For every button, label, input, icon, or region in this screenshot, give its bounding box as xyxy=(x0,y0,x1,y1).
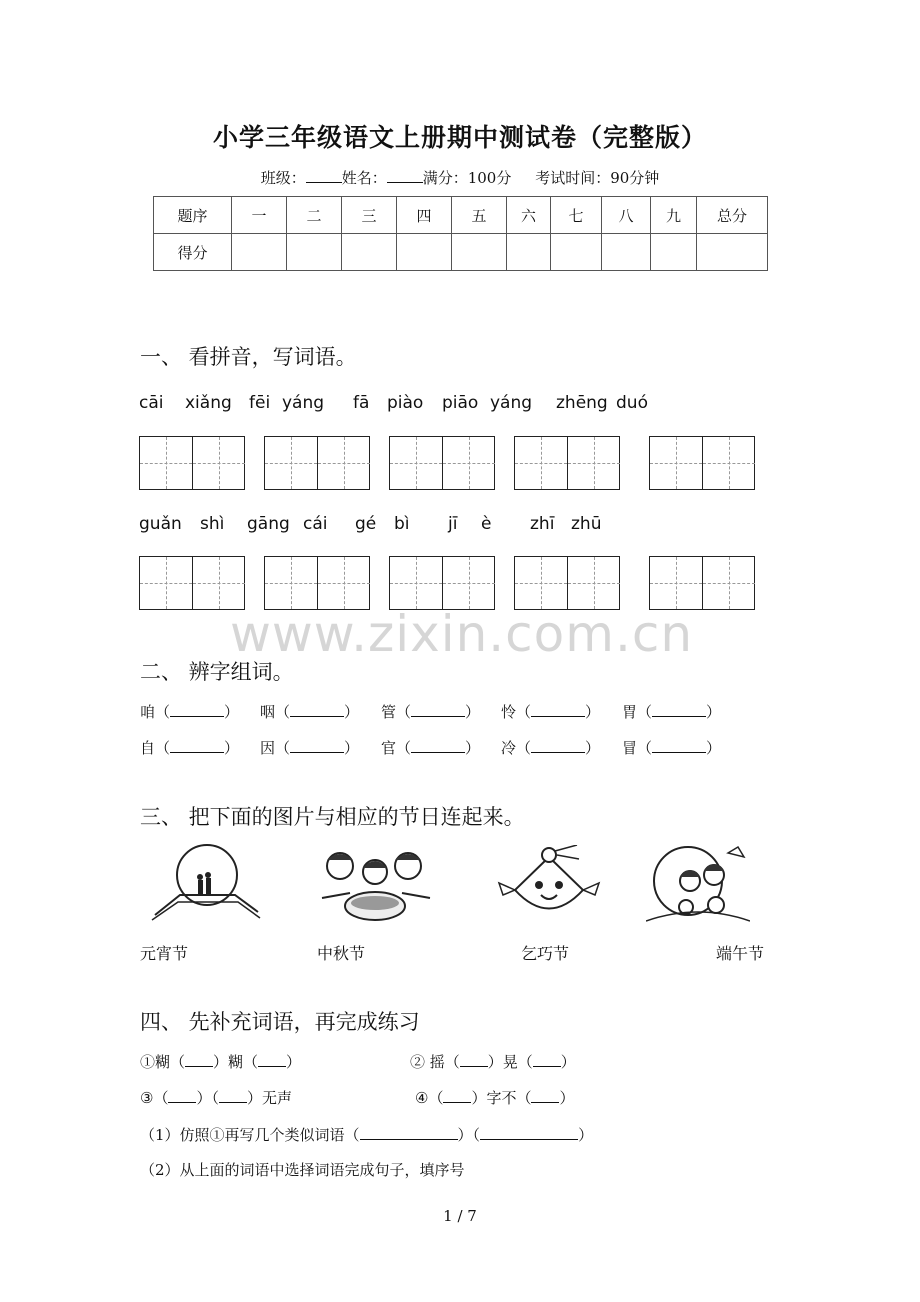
answer-blank[interactable] xyxy=(652,702,706,717)
idiom-text: ）无声 xyxy=(246,1089,292,1107)
word-item xyxy=(381,701,480,722)
answer-blank[interactable] xyxy=(443,1088,471,1103)
char-cell xyxy=(650,437,702,489)
question-4-1 xyxy=(140,1124,593,1145)
score-table-score-row xyxy=(154,234,768,271)
answer-blank[interactable] xyxy=(411,738,465,753)
answer-blank[interactable] xyxy=(185,1052,213,1067)
moon-bridge-illustration xyxy=(150,840,262,925)
page-number: 1 / 7 xyxy=(443,1207,477,1225)
score-table-header-row xyxy=(154,197,768,234)
family-moon-illustration xyxy=(646,843,750,925)
answer-blank[interactable] xyxy=(290,738,344,753)
answer-blank[interactable] xyxy=(460,1052,488,1067)
page-title: 小学三年级语文上册期中测试卷（完整版） xyxy=(212,123,707,152)
score-cell[interactable] xyxy=(287,234,342,271)
word-item xyxy=(622,701,721,722)
char-cell xyxy=(515,557,567,609)
score-cell[interactable] xyxy=(452,234,507,271)
festival-label: 乞巧节 xyxy=(521,944,570,963)
char-cell xyxy=(317,557,370,609)
pinyin-syllable: bì xyxy=(394,514,410,534)
score-table xyxy=(153,196,768,271)
pinyin-syllable: gāng xyxy=(247,514,290,534)
pinyin-syllable: zhū xyxy=(571,514,602,534)
writing-box[interactable] xyxy=(389,436,495,490)
answer-blank[interactable] xyxy=(219,1088,247,1103)
writing-box[interactable] xyxy=(139,436,245,490)
score-cell[interactable] xyxy=(232,234,287,271)
score-cell[interactable] xyxy=(551,234,602,271)
pinyin-syllable: piào xyxy=(387,393,424,413)
writing-box[interactable] xyxy=(139,556,245,610)
score-cell[interactable] xyxy=(697,234,768,271)
answer-blank[interactable] xyxy=(170,738,224,753)
section4-title: 四、 先补充词语，再完成练习 xyxy=(140,1010,420,1034)
word-item xyxy=(260,737,359,758)
zongzi-character-illustration xyxy=(497,845,601,927)
word-item xyxy=(140,737,239,758)
answer-blank[interactable] xyxy=(531,738,585,753)
char-prompt: 咽（ xyxy=(260,703,291,721)
answer-blank[interactable] xyxy=(531,1088,559,1103)
festival-label: 元宵节 xyxy=(140,944,189,963)
pinyin-syllable: duó xyxy=(616,393,648,413)
pinyin-syllable: shì xyxy=(200,514,225,534)
festival-label: 端午节 xyxy=(716,944,765,963)
table-header-cell: 九 xyxy=(651,197,697,234)
pinyin-syllable: fēi xyxy=(249,393,271,413)
answer-blank[interactable] xyxy=(533,1052,561,1067)
exam-time: 考试时间：90分钟 xyxy=(535,169,660,187)
exam-info xyxy=(0,167,920,188)
pinyin-syllable: yáng xyxy=(490,393,533,413)
close-paren: ） xyxy=(344,739,360,757)
char-cell xyxy=(265,437,317,489)
writing-box[interactable] xyxy=(514,436,620,490)
idiom-text: ③（ xyxy=(140,1089,169,1107)
word-item xyxy=(501,737,600,758)
idiom-text: ）晃（ xyxy=(487,1053,533,1071)
score-cell[interactable] xyxy=(342,234,397,271)
table-header-cell: 四 xyxy=(397,197,452,234)
word-item xyxy=(140,701,239,722)
close-paren: ） xyxy=(224,739,240,757)
children-dumplings-illustration xyxy=(320,848,432,926)
pinyin-syllable: jī xyxy=(448,514,458,534)
pinyin-syllable: zhī xyxy=(530,514,555,534)
pinyin-syllable: cāi xyxy=(139,393,164,413)
pinyin-syllable: cái xyxy=(303,514,328,534)
char-cell xyxy=(702,557,755,609)
question-text: （1）仿照①再写几个类似词语（ xyxy=(140,1126,360,1144)
section3-title: 三、 把下面的图片与相应的节日连起来。 xyxy=(140,805,525,829)
answer-blank[interactable] xyxy=(168,1088,196,1103)
class-blank[interactable] xyxy=(306,168,342,183)
table-header-cell: 八 xyxy=(602,197,651,234)
festival-label: 中秋节 xyxy=(317,944,366,963)
char-prompt: 怜（ xyxy=(501,703,532,721)
idiom-text: ） xyxy=(559,1089,575,1107)
char-prompt: 冷（ xyxy=(501,739,532,757)
char-prompt: 管（ xyxy=(381,703,412,721)
word-item xyxy=(622,737,721,758)
answer-blank[interactable] xyxy=(360,1125,458,1140)
char-prompt: 因（ xyxy=(260,739,291,757)
idiom-item-3 xyxy=(140,1087,292,1108)
char-prompt: 自（ xyxy=(140,739,171,757)
watermark: www.zixin.com.cn xyxy=(230,605,694,663)
question-text: ）（ xyxy=(457,1126,481,1144)
pinyin-syllable: guǎn xyxy=(139,514,182,534)
char-cell xyxy=(567,557,620,609)
table-header-cell: 二 xyxy=(287,197,342,234)
table-header-cell: 三 xyxy=(342,197,397,234)
char-cell xyxy=(140,557,192,609)
char-cell xyxy=(515,437,567,489)
writing-box[interactable] xyxy=(649,556,755,610)
class-label: 班级： xyxy=(260,169,306,187)
full-score: 满分：100分 xyxy=(422,169,512,187)
score-row-label: 得分 xyxy=(154,234,232,271)
score-cell[interactable] xyxy=(651,234,697,271)
char-prompt: 咱（ xyxy=(140,703,171,721)
name-blank[interactable] xyxy=(387,168,423,183)
table-header-cell: 七 xyxy=(551,197,602,234)
section2-title: 二、 辨字组词。 xyxy=(140,660,294,684)
pinyin-syllable: gé xyxy=(355,514,377,534)
char-prompt: 胃（ xyxy=(622,703,653,721)
answer-blank[interactable] xyxy=(531,702,585,717)
answer-blank[interactable] xyxy=(258,1052,286,1067)
char-cell xyxy=(390,557,442,609)
char-prompt: 冒（ xyxy=(622,739,653,757)
idiom-text: ①糊（ xyxy=(140,1053,186,1071)
idiom-text: ④（ xyxy=(415,1089,444,1107)
char-cell xyxy=(702,437,755,489)
close-paren: ） xyxy=(706,739,722,757)
idiom-text: ）糊（ xyxy=(213,1053,259,1071)
answer-blank[interactable] xyxy=(411,702,465,717)
idiom-text: ） xyxy=(286,1053,302,1071)
answer-blank[interactable] xyxy=(652,738,706,753)
idiom-text: ）（ xyxy=(196,1089,219,1107)
char-cell xyxy=(442,557,495,609)
char-cell xyxy=(650,557,702,609)
pinyin-syllable: è xyxy=(481,514,492,534)
word-item xyxy=(260,701,359,722)
pinyin-syllable: piāo xyxy=(442,393,479,413)
answer-blank[interactable] xyxy=(480,1125,578,1140)
char-cell xyxy=(192,437,245,489)
score-cell[interactable] xyxy=(602,234,651,271)
table-header-cell: 总分 xyxy=(697,197,768,234)
question-4-2: （2）从上面的词语中选择词语完成句子，填序号 xyxy=(140,1161,465,1179)
idiom-item-2 xyxy=(410,1051,576,1072)
table-header-cell: 题序 xyxy=(154,197,232,234)
answer-blank[interactable] xyxy=(290,702,344,717)
close-paren: ） xyxy=(585,739,601,757)
answer-blank[interactable] xyxy=(170,702,224,717)
table-header-cell: 六 xyxy=(507,197,551,234)
word-item xyxy=(501,701,600,722)
char-cell xyxy=(265,557,317,609)
table-header-cell: 五 xyxy=(452,197,507,234)
idiom-item-1 xyxy=(140,1051,301,1072)
writing-box[interactable] xyxy=(264,556,370,610)
score-cell[interactable] xyxy=(507,234,551,271)
close-paren: ） xyxy=(465,703,481,721)
writing-box[interactable] xyxy=(389,556,495,610)
char-cell xyxy=(140,437,192,489)
char-prompt: 官（ xyxy=(381,739,412,757)
pinyin-syllable: fā xyxy=(353,393,370,413)
name-label: 姓名： xyxy=(341,169,387,187)
question-text: ） xyxy=(578,1126,594,1144)
char-cell xyxy=(567,437,620,489)
writing-box[interactable] xyxy=(514,556,620,610)
close-paren: ） xyxy=(585,703,601,721)
table-header-cell: 一 xyxy=(232,197,287,234)
pinyin-syllable: yáng xyxy=(282,393,325,413)
char-cell xyxy=(192,557,245,609)
writing-box[interactable] xyxy=(264,436,370,490)
word-item xyxy=(381,737,480,758)
pinyin-syllable: xiǎng xyxy=(185,393,232,413)
close-paren: ） xyxy=(224,703,240,721)
close-paren: ） xyxy=(706,703,722,721)
section1-title: 一、 看拼音，写词语。 xyxy=(140,345,357,369)
close-paren: ） xyxy=(465,739,481,757)
close-paren: ） xyxy=(344,703,360,721)
idiom-text: ）字不（ xyxy=(471,1089,532,1107)
idiom-text: ② 摇（ xyxy=(410,1053,460,1071)
pinyin-syllable: zhēng xyxy=(556,393,608,413)
idiom-text: ） xyxy=(560,1053,576,1071)
score-cell[interactable] xyxy=(397,234,452,271)
char-cell xyxy=(317,437,370,489)
char-cell xyxy=(442,437,495,489)
idiom-item-4 xyxy=(415,1087,574,1108)
writing-box[interactable] xyxy=(649,436,755,490)
char-cell xyxy=(390,437,442,489)
